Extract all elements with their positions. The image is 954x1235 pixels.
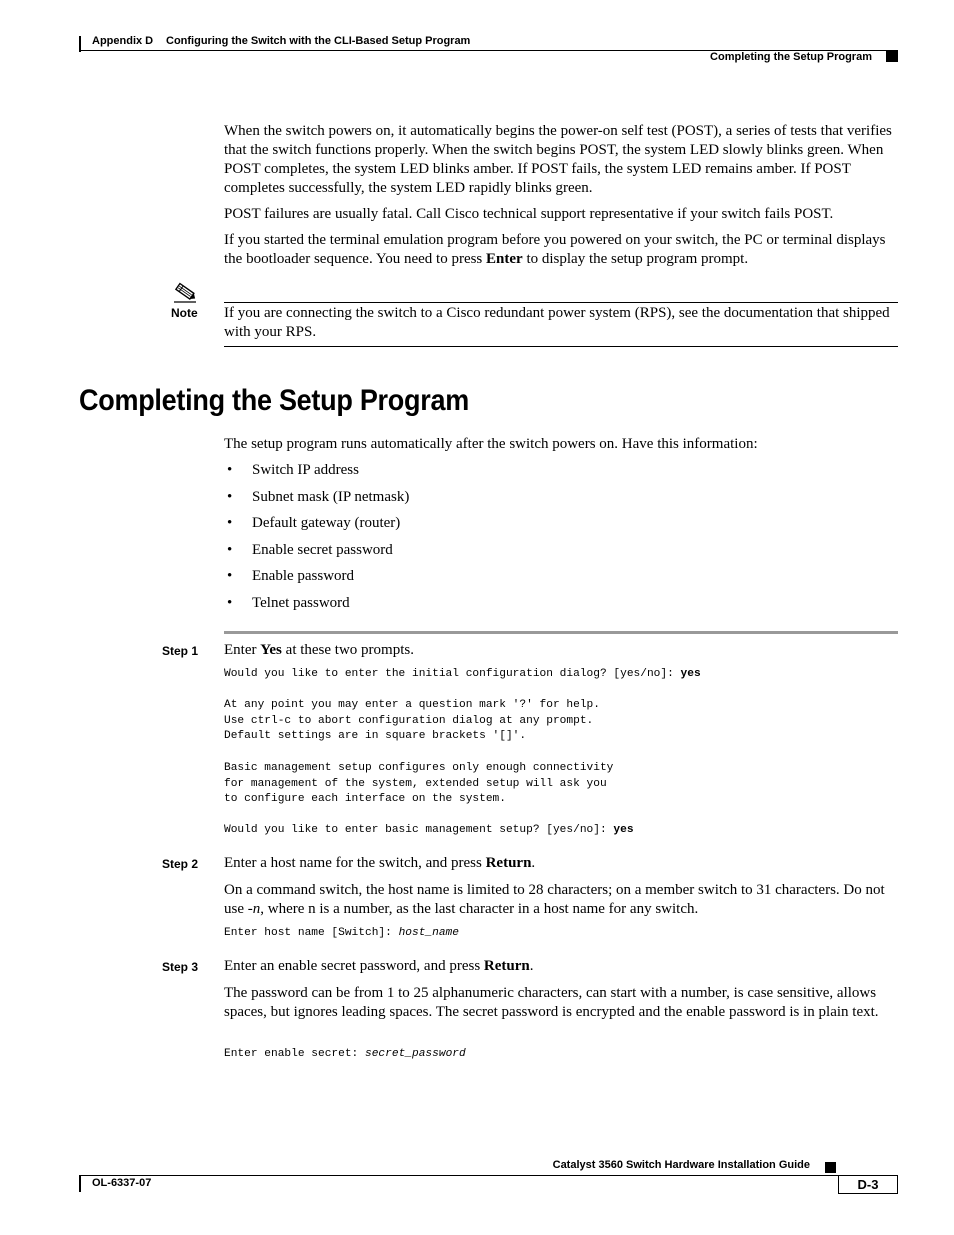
intro-paragraph-post: When the switch powers on, it automatically begins the power-on self test (POST), a series of tests that verifies that the switch functions properly. When the switch begins POST, the system LED slowly blinks green. When POST completes, the system LED blinks amber. If POST fails, the system LED remains amber. If POST completes successfully, the system LED rapidly blinks green. [224,123,892,196]
step-2-code: Enter host name [Switch]: host_name [224,927,459,939]
info-list [224,461,898,621]
step-1-code-prompt: Would you like to enter basic management setup? [yes/no]: yes [224,824,634,836]
page-number-box [838,1175,898,1194]
step-1-code: Would you like to enter the initial configuration dialog? [yes/no]: yes [224,668,701,680]
note-text: If you are connecting the switch to a Cisco redundant power system (RPS), see the documentation that shipped with your RPS. [224,305,890,340]
footer-guide-title: Catalyst 3560 Switch Hardware Installation Guide [552,1159,810,1171]
step-2-label: Step 2 [162,857,199,871]
footer-left-bar [79,1175,81,1192]
step-3-detail: The password can be from 1 to 25 alphanumeric characters, can start with a number, is case sensitive, allows spaces, but ignores leading spaces. The secret password is encrypted and the enable password is in plain text. [224,985,879,1020]
list-item: • Enable password [224,567,898,594]
header-section: Completing the Setup Program [710,51,872,63]
list-item: • Default gateway (router) [224,514,898,541]
intro-paragraph-failures: POST failures are usually fatal. Call Cisco technical support representative if your switch fails POST. [224,206,834,222]
step-3-code: Enter enable secret: secret_password [224,1048,466,1060]
step-1-code-basic: Basic management setup configures only enough connectivity for management of the system, extended setup will ask you to configure each interface on the system. [224,762,614,805]
intro-block [224,122,898,269]
note-bottom-rule [224,346,898,347]
enter-key: Enter [486,251,523,267]
list-item: • Enable secret password [224,541,898,568]
footer-square [825,1162,836,1173]
footer-rule [79,1175,898,1176]
steps-rule [224,631,898,634]
section-title: Completing the Setup Program [79,384,469,417]
step-2-text: Enter a host name for the switch, and press Return. [224,855,536,871]
pencil-icon [172,281,198,303]
note-label: Note [171,306,198,320]
step-3-text: Enter an enable secret password, and press Return. [224,958,534,974]
note-top-rule [224,302,898,303]
section-lead: The setup program runs automatically after the switch powers on. Have this information: [224,436,758,452]
step-1-text: Enter Yes at these two prompts. [224,642,414,658]
step-1-code-help: At any point you may enter a question mark '?' for help. Use ctrl-c to abort configuration dialog at any prompt. Default settings are in square brackets '[]'. [224,699,600,742]
page-number: D-3 [857,1177,879,1192]
list-item: • Switch IP address [224,461,898,488]
header-square [886,51,898,62]
header-chapter: Configuring the Switch with the CLI-Based Setup Program [166,35,471,47]
list-item: • Subnet mask (IP netmask) [224,488,898,515]
step-2-detail: On a command switch, the host name is limited to 28 characters; on a member switch to 31 characters. Do not use -n, where n is a number, as the last character in a host name for any switch. [224,882,885,917]
step-3-label: Step 3 [162,960,199,974]
intro-paragraph-terminal: If you started the terminal emulation program before you powered on your switch, the PC or terminal displays the bootloader sequence. You need to press Enter to display the setup program prompt. [224,232,886,267]
list-item: • Telnet password [224,594,898,621]
footer-doc-number: OL-6337-07 [92,1177,152,1189]
step-1-label: Step 1 [162,644,199,658]
header-appendix: Appendix D [92,35,154,47]
